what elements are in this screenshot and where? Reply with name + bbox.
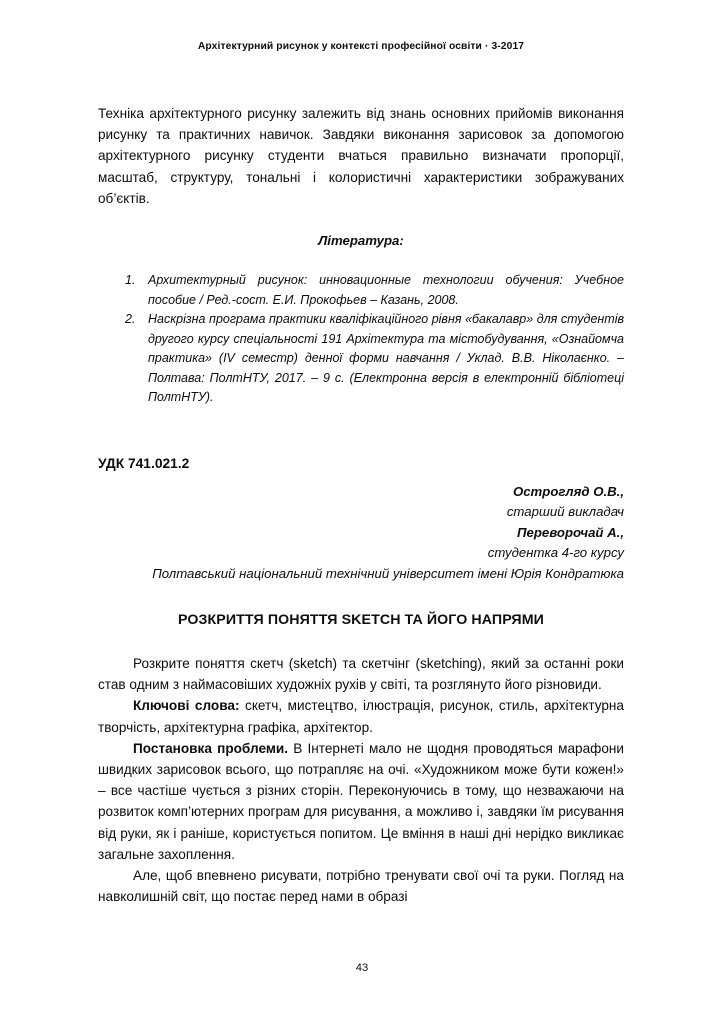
reference-text: Наскрізна програма практики кваліфікаційного рівня «бакалавр» для студентів другого курсу спеціальності 191 Архітектура та містобудування, «Ознайомча практика» (IV семестр) денної форми навчання / Уклад. В.В. Ніколаєнко. – Полтава: ПолтНТУ, 2017. – 9 с. (Електронна версія в електронній бібліотеці ПолтНТУ). bbox=[148, 312, 624, 405]
problem-statement-label: Постановка проблеми. bbox=[133, 740, 289, 756]
final-paragraph: Але, щоб впевнено рисувати, потрібно тренувати свої очі та руки. Погляд на навколишній світ, що постає перед нами в образі bbox=[98, 868, 624, 905]
keywords-value: скетч, мистецтво, ілюстрація, рисунок, стиль, архітектурна творчість, архітектурна графіка, архітектор. bbox=[98, 698, 624, 735]
references-heading: Література: bbox=[318, 233, 404, 249]
text-column bbox=[98, 103, 624, 907]
author-role: студентка 4-го курсу bbox=[487, 545, 624, 561]
page-number: 43 bbox=[355, 962, 369, 974]
problem-statement-paragraph bbox=[98, 738, 624, 865]
reference-number: 1. bbox=[125, 273, 136, 288]
article-body bbox=[98, 653, 624, 907]
previous-article-closing-paragraph: Техніка архітектурного рисунку залежить від знань основних прийомів виконання рисунку та практичних навичок. Завдяки виконання зарисовок за допомогою архітектурного рисунку студенти вчаться правильно визначати пропорції, масштаб, структуру, тональні і колористичні характеристики зображуваних об’єктів. bbox=[98, 106, 624, 206]
author-name: Переворочай А., bbox=[517, 524, 624, 540]
problem-statement-text: В Інтернеті мало не щодня проводяться марафони швидких зарисовок всього, що потрапляє на очі. «Художником може бути кожен!» – все частіше чується з різних сторін. Переконуючись в тому, що незважаючи на розвиток комп’ютерних програм для рисування, а можливо і, завдяки їм рисування від руки, як і раніше, користується попитом. Це вміння в наші дні нерідко викликає загальне захоплення. bbox=[98, 740, 624, 862]
list-item bbox=[98, 310, 624, 408]
list-item bbox=[98, 271, 624, 310]
author-role: старший викладач bbox=[506, 504, 624, 520]
reference-number: 2. bbox=[125, 312, 136, 327]
udk-code: УДК 741.021.2 bbox=[98, 455, 190, 471]
author-name: Острогляд О.В., bbox=[512, 483, 624, 499]
reference-text: Архитектурный рисунок: инновационные технологии обучения: Учебное пособие / Ред.-сост. Е.И. Прокофьев – Казань, 2008. bbox=[148, 273, 624, 307]
page-title: РОЗКРИТТЯ ПОНЯТТЯ SKETCH ТА ЙОГО НАПРЯМИ bbox=[178, 612, 544, 629]
keywords-label: Ключові слова: bbox=[133, 698, 240, 714]
author-block bbox=[98, 482, 624, 585]
keywords-paragraph bbox=[98, 695, 624, 737]
references-list bbox=[98, 271, 624, 408]
abstract-paragraph: Розкрите поняття скетч (sketch) та скетчінг (sketching), який за останні роки став одним з наймасовіших художніх рухів у світі, та розглянуто його різновиди. bbox=[98, 656, 624, 693]
author-affiliation: Полтавський національний технічний університет імені Юрія Кондратюка bbox=[152, 565, 624, 581]
running-header: Архітектурний рисунок у контексті професійної освіти · 3-2017 bbox=[197, 41, 525, 52]
article-heading-block bbox=[98, 454, 624, 585]
